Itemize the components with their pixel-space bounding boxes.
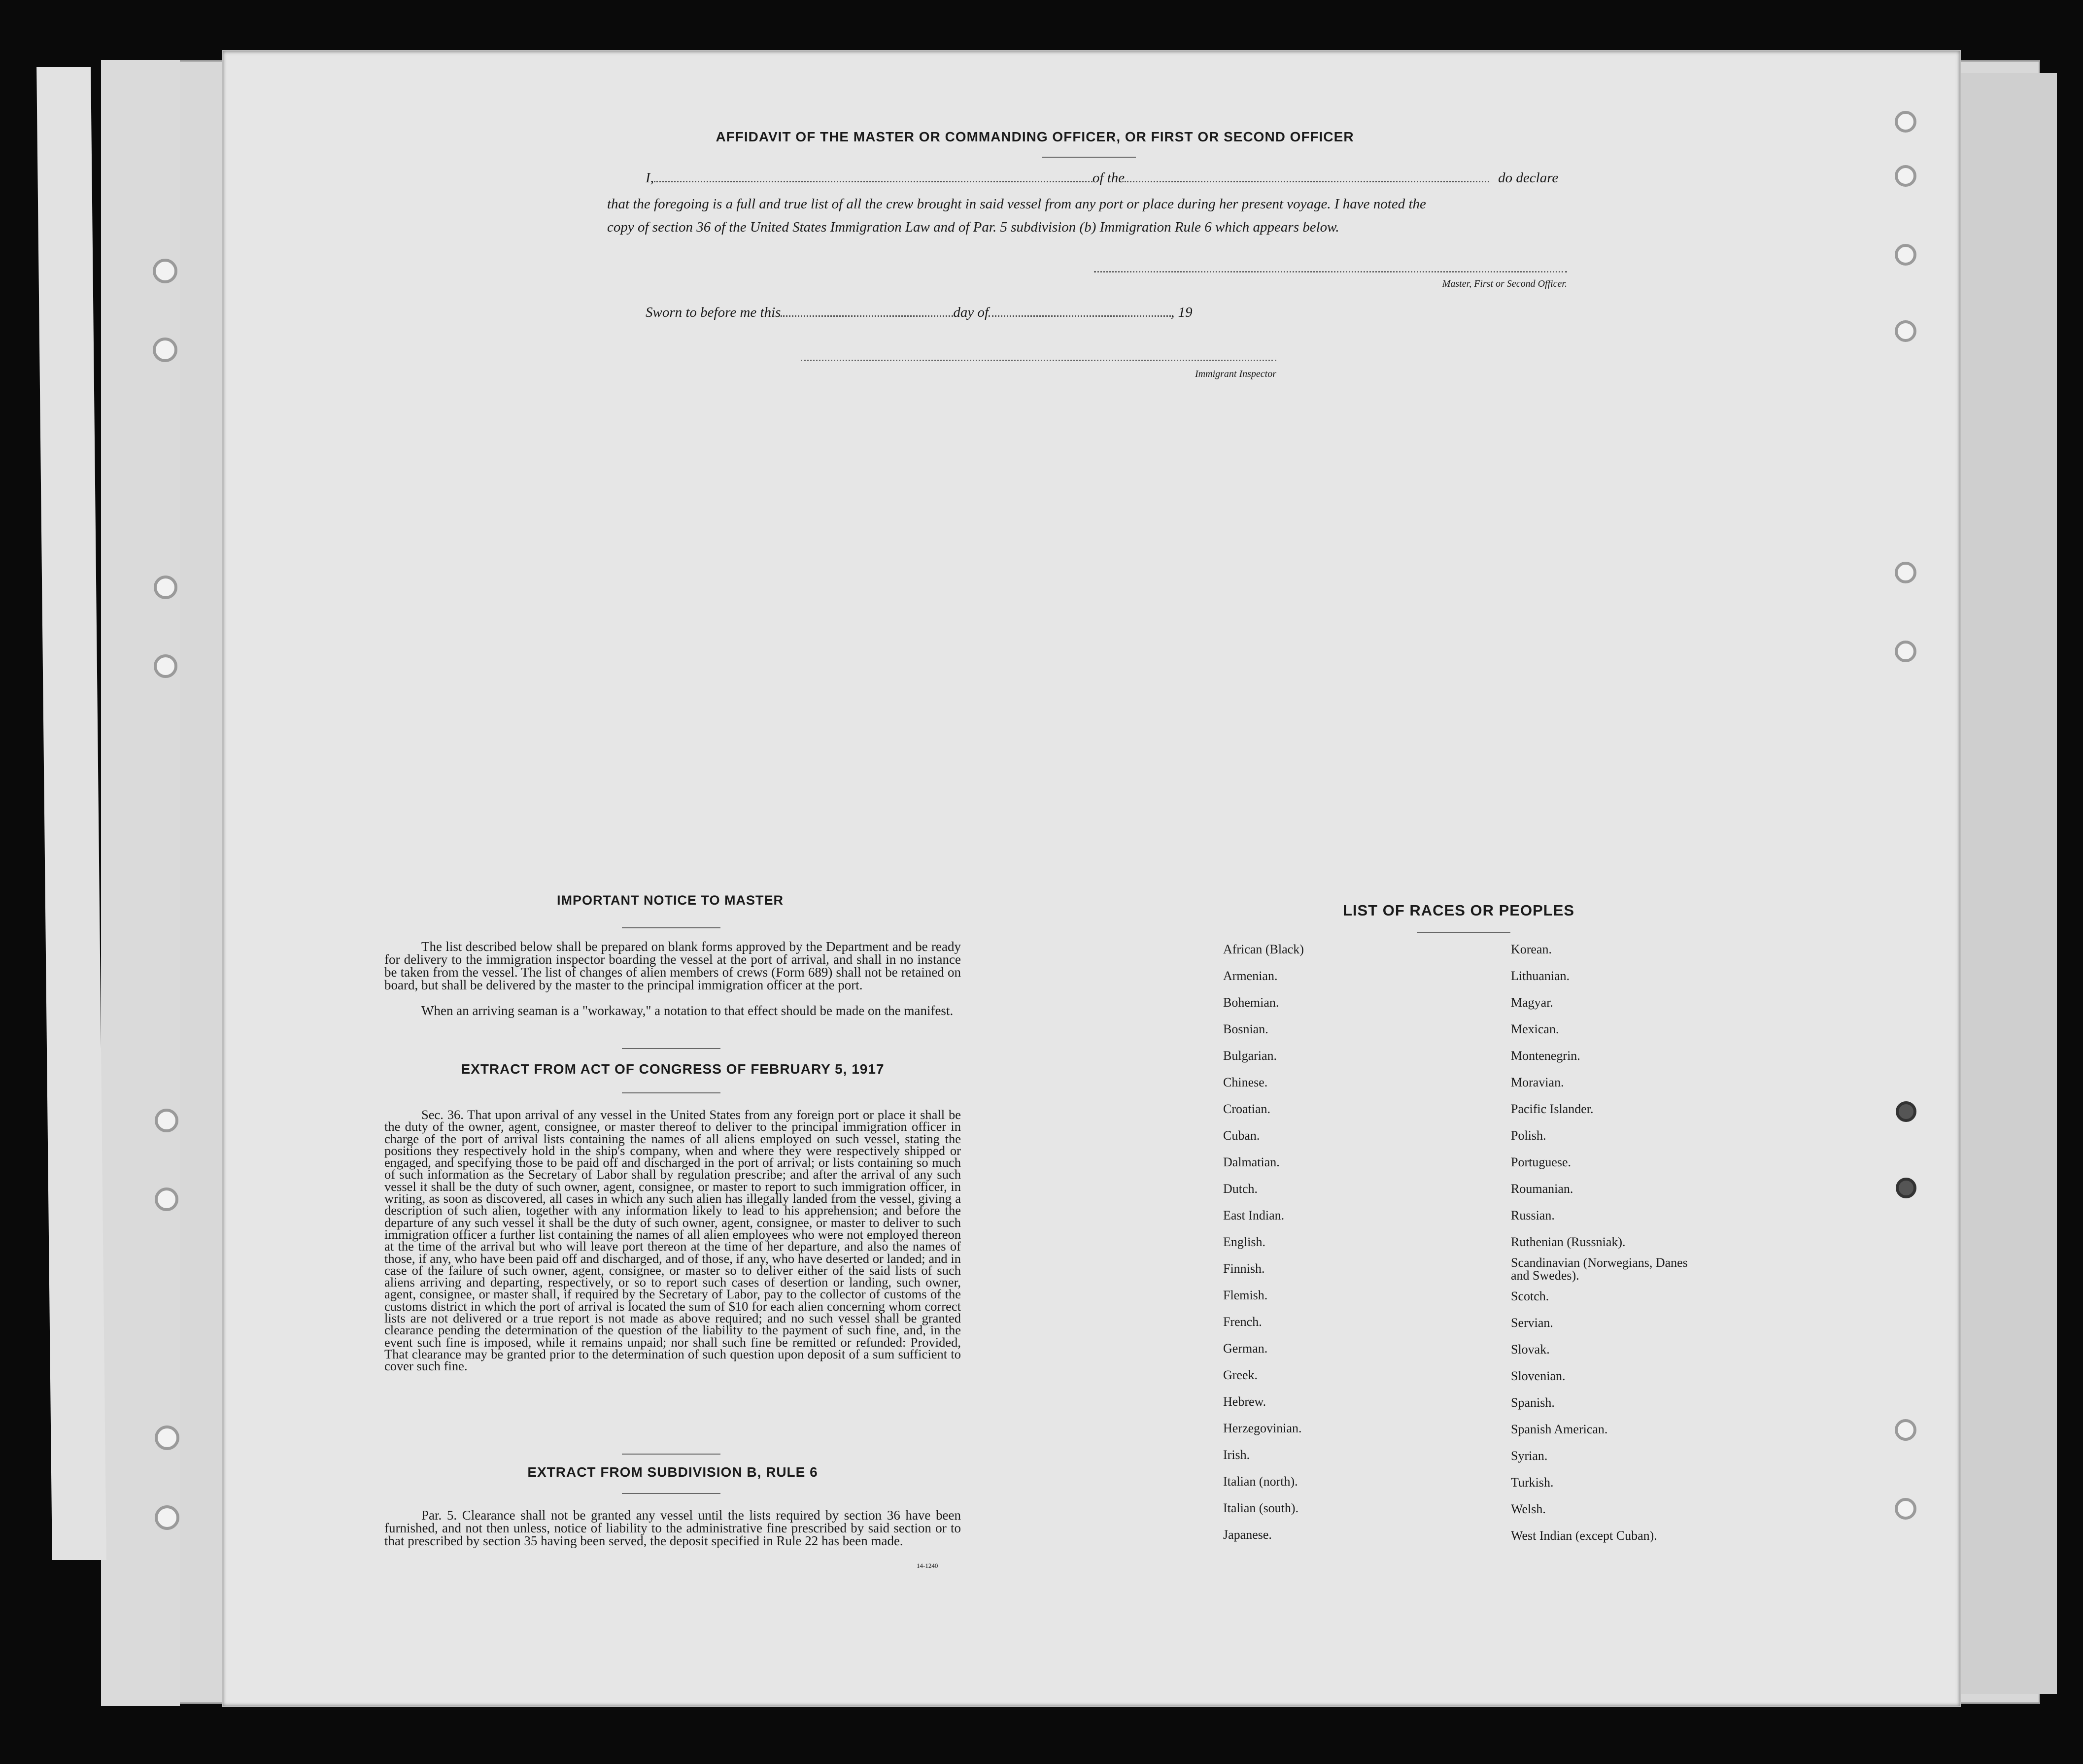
title-divider <box>1042 157 1136 158</box>
race-item: Syrian. <box>1511 1449 1548 1463</box>
race-item: Armenian. <box>1223 969 1278 983</box>
race-item: Lithuanian. <box>1511 969 1570 983</box>
punch-hole <box>154 654 177 678</box>
affidavit-line-2: that the foregoing is a full and true list of all the crew brought in said vessel from any port or place during her present voyage. I have noted the <box>607 196 1426 212</box>
race-item: Ruthenian (Russniak). <box>1511 1235 1626 1249</box>
race-item: Flemish. <box>1223 1288 1268 1302</box>
rule-extract-text: Par. 5. Clearance shall not be granted any vessel until the lists required by section 36 have been furnished, and not then unless, notice of liability to the administrative fine prescribed by said section or to that prescribed by section 35 having been served, the deposit specified in Rule 22 has been made. <box>384 1508 961 1548</box>
inspector-caption: Immigrant Inspector <box>1195 369 1276 379</box>
race-item: Italian (north). <box>1223 1474 1298 1489</box>
race-item: Greek. <box>1223 1368 1258 1382</box>
race-item: Italian (south). <box>1223 1501 1299 1515</box>
race-item: Japanese. <box>1223 1527 1272 1542</box>
race-item: Korean. <box>1511 942 1552 956</box>
race-item: Hebrew. <box>1223 1394 1266 1409</box>
races-right-column <box>1511 936 1718 1549</box>
punch-hole <box>153 338 177 362</box>
punch-hole <box>1895 562 1916 583</box>
punch-hole <box>155 1505 179 1530</box>
notice-title: IMPORTANT NOTICE TO MASTER <box>557 893 784 908</box>
rule-divider <box>622 1493 720 1494</box>
races-left-column <box>1223 936 1479 1548</box>
race-item: Portuguese. <box>1511 1155 1571 1169</box>
act-divider-2 <box>622 1454 720 1455</box>
race-item: Scotch. <box>1511 1289 1549 1303</box>
punch-hole <box>1896 1178 1916 1198</box>
sworn-day-of: day of <box>953 305 989 320</box>
punch-hole <box>1895 165 1916 187</box>
vessel-blank <box>1125 170 1489 182</box>
race-item: West Indian (except Cuban). <box>1511 1528 1657 1543</box>
punch-hole <box>1896 1101 1916 1122</box>
punch-hole <box>1895 111 1916 133</box>
race-item: Scandinavian (Norwegians, Danes and Swedes). <box>1511 1255 1688 1283</box>
race-item: East Indian. <box>1223 1208 1285 1222</box>
race-item: German. <box>1223 1341 1268 1356</box>
race-item: Magyar. <box>1511 995 1553 1010</box>
race-item: Dalmatian. <box>1223 1155 1280 1169</box>
affidavit-declare: do declare <box>1498 170 1559 186</box>
race-item: French. <box>1223 1315 1262 1329</box>
race-item: Dutch. <box>1223 1182 1258 1196</box>
race-item: Chinese. <box>1223 1075 1268 1089</box>
sworn-line <box>646 305 1335 321</box>
race-item: Polish. <box>1511 1128 1546 1143</box>
race-item: Spanish. <box>1511 1395 1555 1410</box>
punch-hole <box>155 1109 178 1132</box>
race-item: Herzegovinian. <box>1223 1421 1302 1435</box>
sworn-prefix: Sworn to before me this <box>646 305 781 320</box>
affidavit-line-1 <box>646 170 1572 186</box>
race-item: English. <box>1223 1235 1265 1249</box>
notice-divider-2 <box>622 1048 720 1049</box>
affidavit-i: I, <box>646 170 654 186</box>
race-item: Bohemian. <box>1223 995 1279 1010</box>
race-item: Mexican. <box>1511 1022 1559 1036</box>
race-item: Moravian. <box>1511 1075 1564 1089</box>
affidavit-line-3: copy of section 36 of the United States Immigration Law and of Par. 5 subdivision (b) Immigration Rule 6 which appears below. <box>607 219 1339 235</box>
race-item: Pacific Islander. <box>1511 1102 1594 1116</box>
race-item: Welsh. <box>1511 1502 1546 1516</box>
race-item: Croatian. <box>1223 1102 1271 1116</box>
punch-hole <box>155 1425 179 1450</box>
sworn-month-blank <box>989 305 1171 317</box>
race-item: Cuban. <box>1223 1128 1260 1143</box>
act-extract-text: Sec. 36. That upon arrival of any vessel in the United States from any foreign port or place it shall be the duty of the owner, agent, consignee, or master thereof to deliver to the principal immigration officer in charge of the port of arrival lists containing the names of all aliens employed on such vessel, stating the positions they respectively hold in the ship's company, when and where they were respectively shipped or engaged, and specifying those to be paid off and discharged in the port of arrival; or lists containing so much of such information as the Secretary of Labor shall by regulation prescribe; and after the arrival of any such vessel it shall be the duty of such owner, agent, consignee, or master to report to such immigration officer, in writing, as soon as discovered, all cases in which any such alien has illegally landed from the vessel, giving a description of such alien, together with any information likely to lead to his apprehension; and before the departure of any such vessel it shall be the duty of such owner, agent, consignee, or master to deliver to such immigration officer a further list containing the names of all alien employees who were not employed thereon at the time of the arrival but who will leave port thereon at the time of her departure, and also the names of those, if any, who have been paid off and discharged, and of those, if any, who have deserted or landed; and in case of the failure of such owner, agent, consignee, or master so to deliver either of the said lists of such aliens arriving and departing, respectively, or so to report such cases of desertion or landing, such owner, agent, consignee, or master shall, if required by the Secretary of Labor, pay to the collector of customs of the customs district in which the port of arrival is located the sum of $10 for each alien concerning whom correct lists are not delivered or a true report is not made as above required; and no such vessel shall be granted clearance pending the determination of the question of the liability to the payment of such fine, and, in the event such fine is imposed, while it remains unpaid; nor shall such fine be remitted or refunded: Provided, That clearance may be granted prior to the determination of such question upon deposit of a sum sufficient to cover such fine. <box>384 1107 961 1374</box>
punch-hole <box>153 259 177 283</box>
inspector-signature-line <box>801 360 1276 361</box>
race-item: Bosnian. <box>1223 1022 1268 1036</box>
punch-hole <box>1895 244 1916 266</box>
sworn-year: , 19 <box>1171 305 1193 320</box>
rule-extract-title: EXTRACT FROM SUBDIVISION B, RULE 6 <box>527 1464 818 1480</box>
race-item: Russian. <box>1511 1208 1555 1222</box>
races-title: LIST OF RACES OR PEOPLES <box>1342 902 1575 919</box>
race-item: Finnish. <box>1223 1261 1265 1276</box>
race-item: Slovak. <box>1511 1342 1550 1357</box>
races-divider <box>1417 932 1510 933</box>
affidavit-of-the: of the <box>1092 170 1125 186</box>
signature-caption: Master, First or Second Officer. <box>1442 278 1567 289</box>
signature-line <box>1094 271 1567 272</box>
race-item: Turkish. <box>1511 1475 1554 1490</box>
act-divider <box>622 1092 720 1093</box>
left-paper-strip <box>36 67 106 1560</box>
race-item: Slovenian. <box>1511 1369 1566 1383</box>
punch-hole <box>1895 641 1916 662</box>
punch-hole <box>1895 320 1916 342</box>
race-item: Montenegrin. <box>1511 1049 1580 1063</box>
race-item: Bulgarian. <box>1223 1049 1277 1063</box>
race-item: Servian. <box>1511 1316 1553 1330</box>
race-item: Roumanian. <box>1511 1182 1573 1196</box>
act-extract-title: EXTRACT FROM ACT OF CONGRESS OF FEBRUARY 5, 1917 <box>461 1061 885 1077</box>
punch-hole <box>155 1187 178 1211</box>
right-sheet-edge <box>1946 73 2057 1694</box>
race-item: Spanish American. <box>1511 1422 1608 1436</box>
affidavit-title: AFFIDAVIT OF THE MASTER OR COMMANDING OFFICER, OR FIRST OR SECOND OFFICER <box>716 129 1354 144</box>
punch-hole <box>1895 1419 1916 1441</box>
sworn-day-blank <box>781 305 953 317</box>
notice-para-1: The list described below shall be prepared on blank forms approved by the Department and be ready for delivery to the immigration inspector boarding the vessel at the port of arrival, and shall in no instance be taken from the vessel. The list of changes of alien members of crews (Form 689) shall not be retained on board, but shall be delivered by the master to the principal immigration officer at the port. <box>384 939 961 992</box>
punch-hole <box>1895 1498 1916 1520</box>
race-item: African (Black) <box>1223 942 1304 956</box>
left-sheet-edge <box>101 60 180 1706</box>
notice-divider <box>622 927 720 928</box>
name-blank <box>654 170 1093 182</box>
form-number: 14-1240 <box>917 1562 938 1569</box>
notice-para-2: When an arriving seaman is a "workaway," a notation to that effect should be made on the manifest. <box>421 1003 954 1018</box>
race-item: Irish. <box>1223 1448 1250 1462</box>
punch-hole <box>154 576 177 599</box>
